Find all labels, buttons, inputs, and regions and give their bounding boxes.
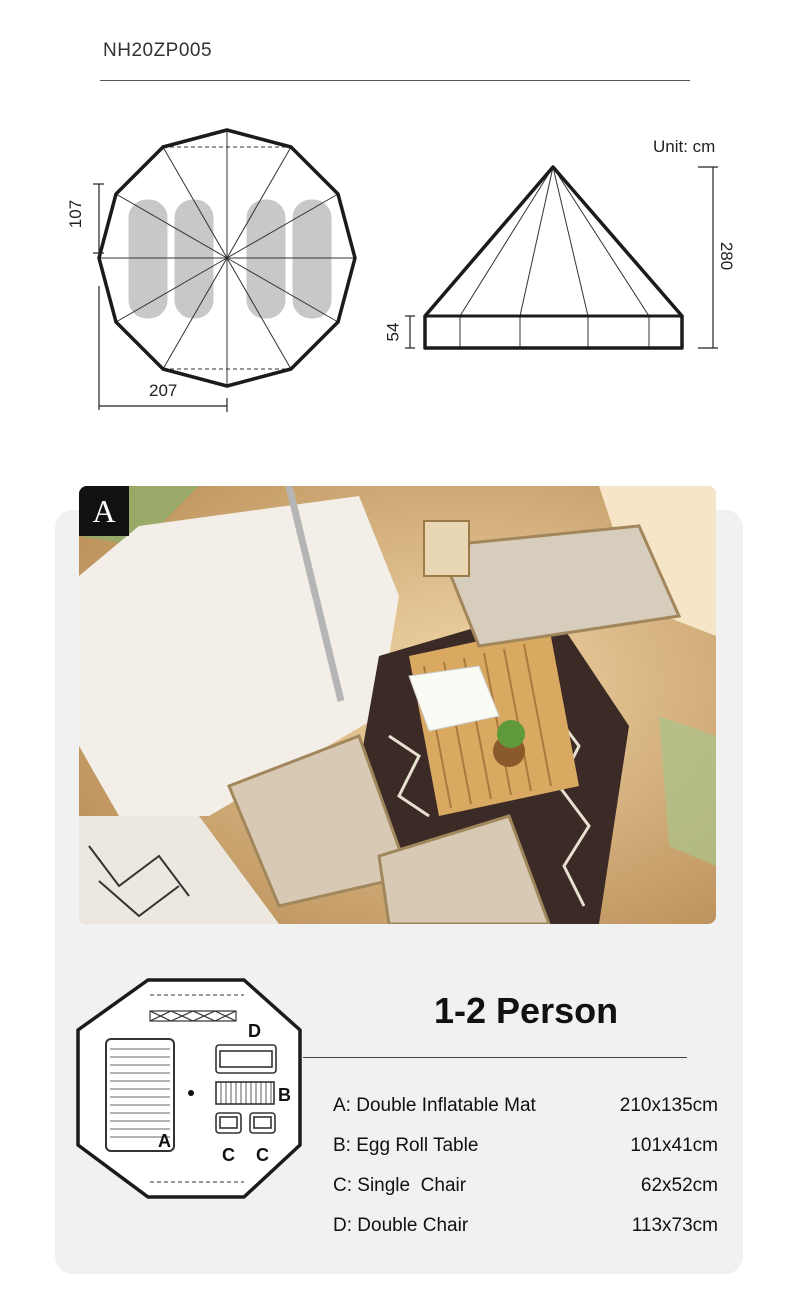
tent-pole-marker xyxy=(188,1090,194,1096)
item-size: 101x41cm xyxy=(630,1135,718,1156)
unit-label: Unit: cm xyxy=(653,137,716,156)
layout-double-chair xyxy=(216,1045,276,1073)
heading-divider xyxy=(303,1057,687,1058)
marker-d: D xyxy=(248,1021,261,1041)
top-width-label: 207 xyxy=(149,381,178,400)
layout-table xyxy=(216,1082,274,1104)
header-divider xyxy=(100,80,690,81)
item-size: 113x73cm xyxy=(631,1215,718,1236)
capacity-heading: 1-2 Person xyxy=(434,990,619,1031)
tent-top-view-diagram xyxy=(0,110,380,430)
layout-plan-diagram xyxy=(70,975,310,1205)
tent-side-view-diagram xyxy=(380,150,730,360)
item-label: D: Double Chair xyxy=(333,1215,469,1236)
item-label: A: Double Inflatable Mat xyxy=(333,1095,536,1116)
photo-badge: A xyxy=(79,486,129,536)
marker-c-right: C xyxy=(256,1145,269,1165)
item-size: 210x135cm xyxy=(619,1095,718,1116)
item-size: 62x52cm xyxy=(640,1175,718,1196)
item-label: B: Egg Roll Table xyxy=(333,1135,479,1156)
tent-interior-photo xyxy=(79,486,716,924)
tent-panel-lines xyxy=(99,130,355,386)
top-depth-label: 107 xyxy=(66,199,86,229)
item-label: C: Single Chair xyxy=(333,1175,467,1196)
marker-c-left: C xyxy=(222,1145,235,1165)
side-wall-label: 54 xyxy=(383,322,403,342)
layout-shelf xyxy=(150,1011,236,1021)
side-outline xyxy=(425,167,682,348)
interior-illustration xyxy=(79,486,716,924)
side-height-label: 280 xyxy=(717,241,737,271)
marker-a: A xyxy=(158,1131,171,1151)
model-number: NH20ZP005 xyxy=(103,40,213,61)
marker-b: B xyxy=(278,1085,291,1105)
